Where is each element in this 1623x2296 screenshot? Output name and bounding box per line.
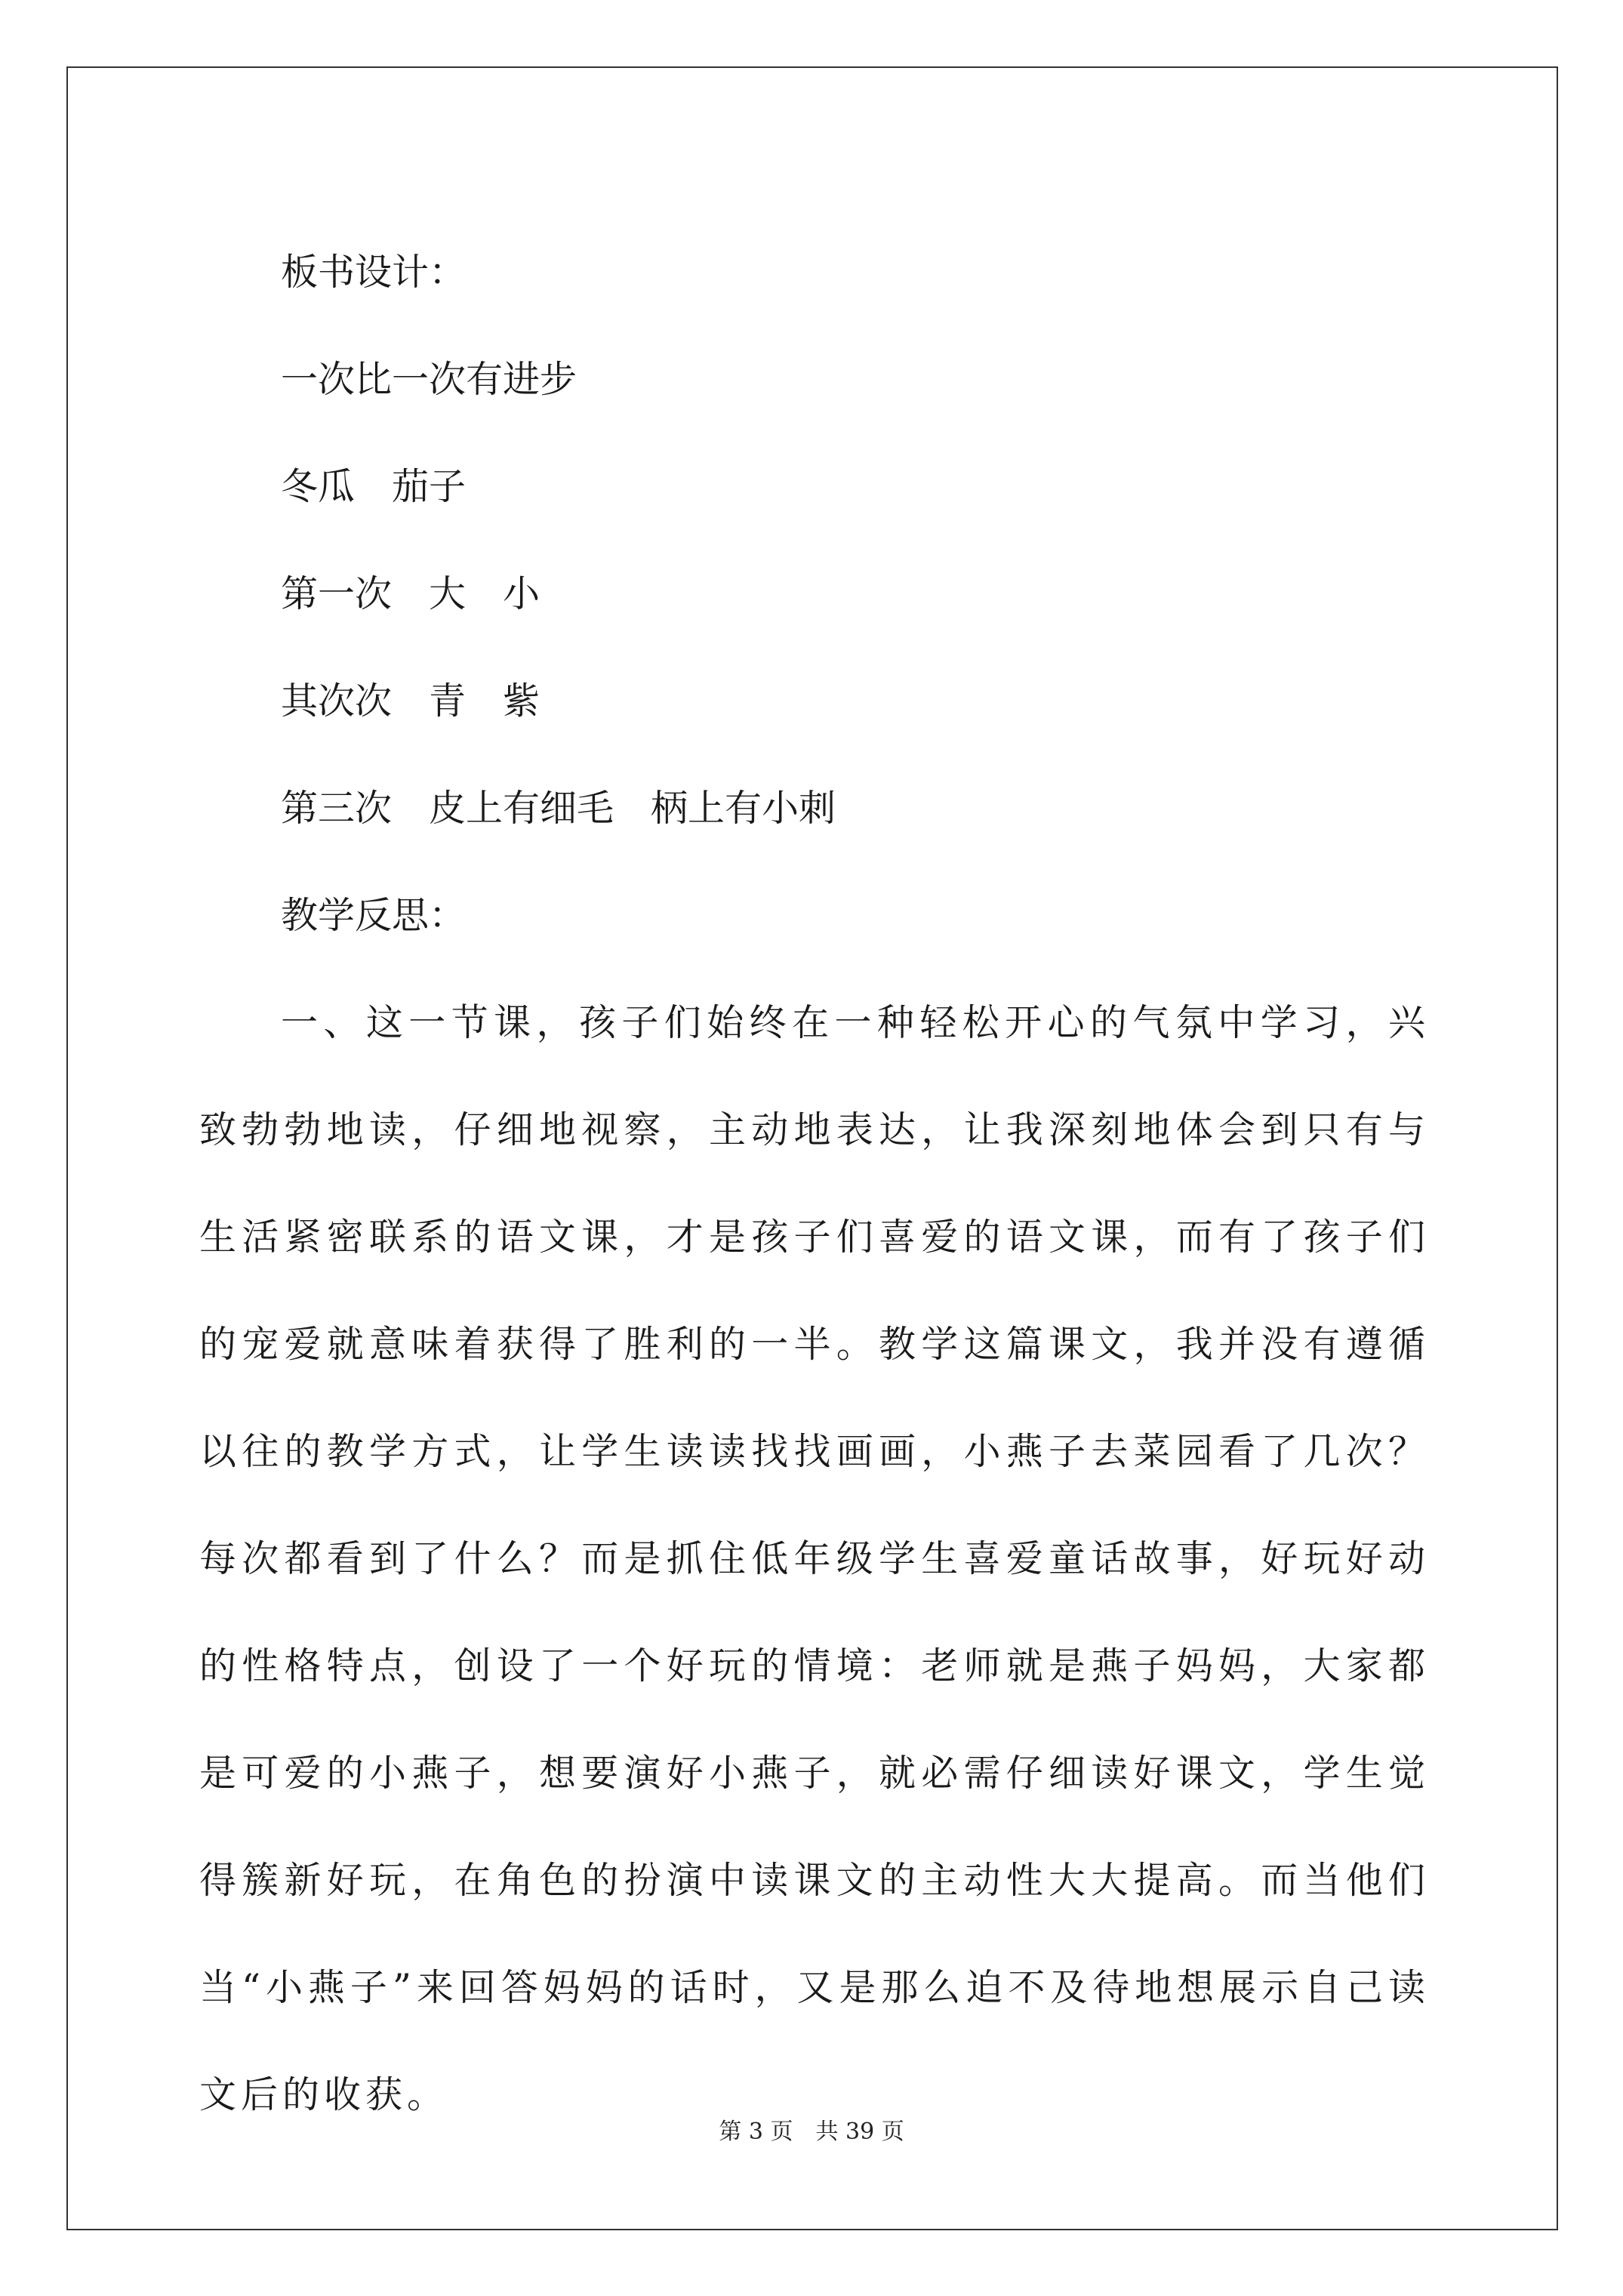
board-design-line: 冬瓜 茄子	[281, 465, 467, 508]
board-design-line: 一次比一次有进步	[281, 358, 577, 401]
page-number-footer: 第 3 页 共 39 页	[719, 2119, 904, 2145]
board-design-heading: 板书设计：	[281, 251, 467, 294]
reflection-paragraph: 一、这一节课，孩子们始终在一种轻松开心的气氛中学习，兴致勃勃地读，仔细地视察，主动地表达，让我深刻地体会到只有与生活紧密联系的语文课，才是孩子们喜爱的语文课，而有了孩子们的宠爱就意味着获得了胜利的一半。教学这篇课文，我并没有遵循以往的教学方式，让学生读读找找画画，小燕子去菜园看了几次？每次都看到了什么？而是抓住低年级学生喜爱童话故事，好玩好动的性格特点，创设了一个好玩的情境：老师就是燕子妈妈，大家都是可爱的小燕子，想要演好小燕子，就必需仔细读好课文，学生觉得簇新好玩，在角色的扮演中读课文的主动性大大提高。而当他们当“小燕子”来回答妈妈的话时，又是那么迫不及待地想展示自己读文后的收获。	[199, 1001, 1430, 2116]
board-design-line: 其次次 青 紫	[281, 680, 540, 723]
reflection-heading: 教学反思：	[281, 894, 467, 937]
board-design-line: 第三次 皮上有细毛 柄上有小刺	[281, 787, 836, 830]
document-body	[199, 219, 1430, 2149]
board-design-line: 第一次 大 小	[281, 572, 540, 615]
